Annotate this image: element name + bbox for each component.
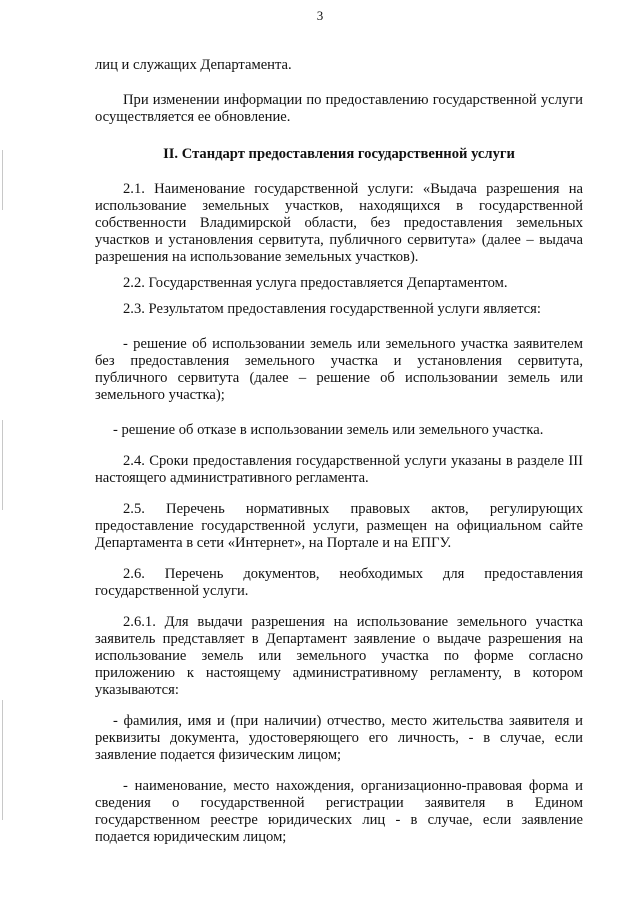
section-heading: II. Стандарт предоставления государственной услуги [163,146,515,162]
paragraph: - решение об отказе в использовании земель или земельного участка. [113,422,544,438]
paragraph: 2.6. Перечень документов, необходимых для предоставления государственной услуги. [95,566,583,599]
paragraph: - решение об использовании земель или земельного участка заявителем без предоставления земельного участка и установления сервитута, публичного сервитута (далее – решение об использовании земель или земельного участка); [95,336,583,403]
paragraph: При изменении информации по предоставлению государственной услуги осуществляется ее обновление. [95,92,583,125]
document-body [95,57,583,846]
paragraph: 2.1. Наименование государственной услуги: «Выдача разрешения на использование земельных участков, находящихся в государственной собственности Владимирской области, без предоставления земельных участков и установления сервитута, публичного сервитута» (далее – выдача разрешения на использование земельных участков). [95,181,583,265]
scan-edge-mark [2,150,3,210]
page-number: 3 [316,8,324,23]
paragraph: 2.4. Сроки предоставления государственной услуги указаны в разделе III настоящего административного регламента. [95,453,583,486]
scan-edge-mark [2,700,3,820]
paragraph: лиц и служащих Департамента. [95,57,292,73]
paragraph: 2.5. Перечень нормативных правовых актов, регулирующих предоставление государственной услуги, размещен на официальном сайте Департамента в сети «Интернет», на Портале и на ЕПГУ. [95,501,583,551]
paragraph: - фамилия, имя и (при наличии) отчество, место жительства заявителя и реквизиты документа, удостоверяющего его личность, - в случае, если заявление подается физическим лицом; [95,713,583,763]
paragraph: - наименование, место нахождения, организационно-правовая форма и сведения о государственной регистрации заявителя в Едином государственном реестре юридических лиц - в случае, если заявление подается юридическим лицом; [95,778,583,845]
paragraph: 2.2. Государственная услуга предоставляется Департаментом. [123,275,508,291]
scan-edge-mark [2,420,3,510]
paragraph: 2.6.1. Для выдачи разрешения на использование земельного участка заявитель представляет в Департамент заявление о выдаче разрешения на использование земель или земельного участка по форме согласно приложению к настоящему административному регламенту, в котором указываются: [95,614,583,698]
paragraph: 2.3. Результатом предоставления государственной услуги является: [123,301,541,317]
